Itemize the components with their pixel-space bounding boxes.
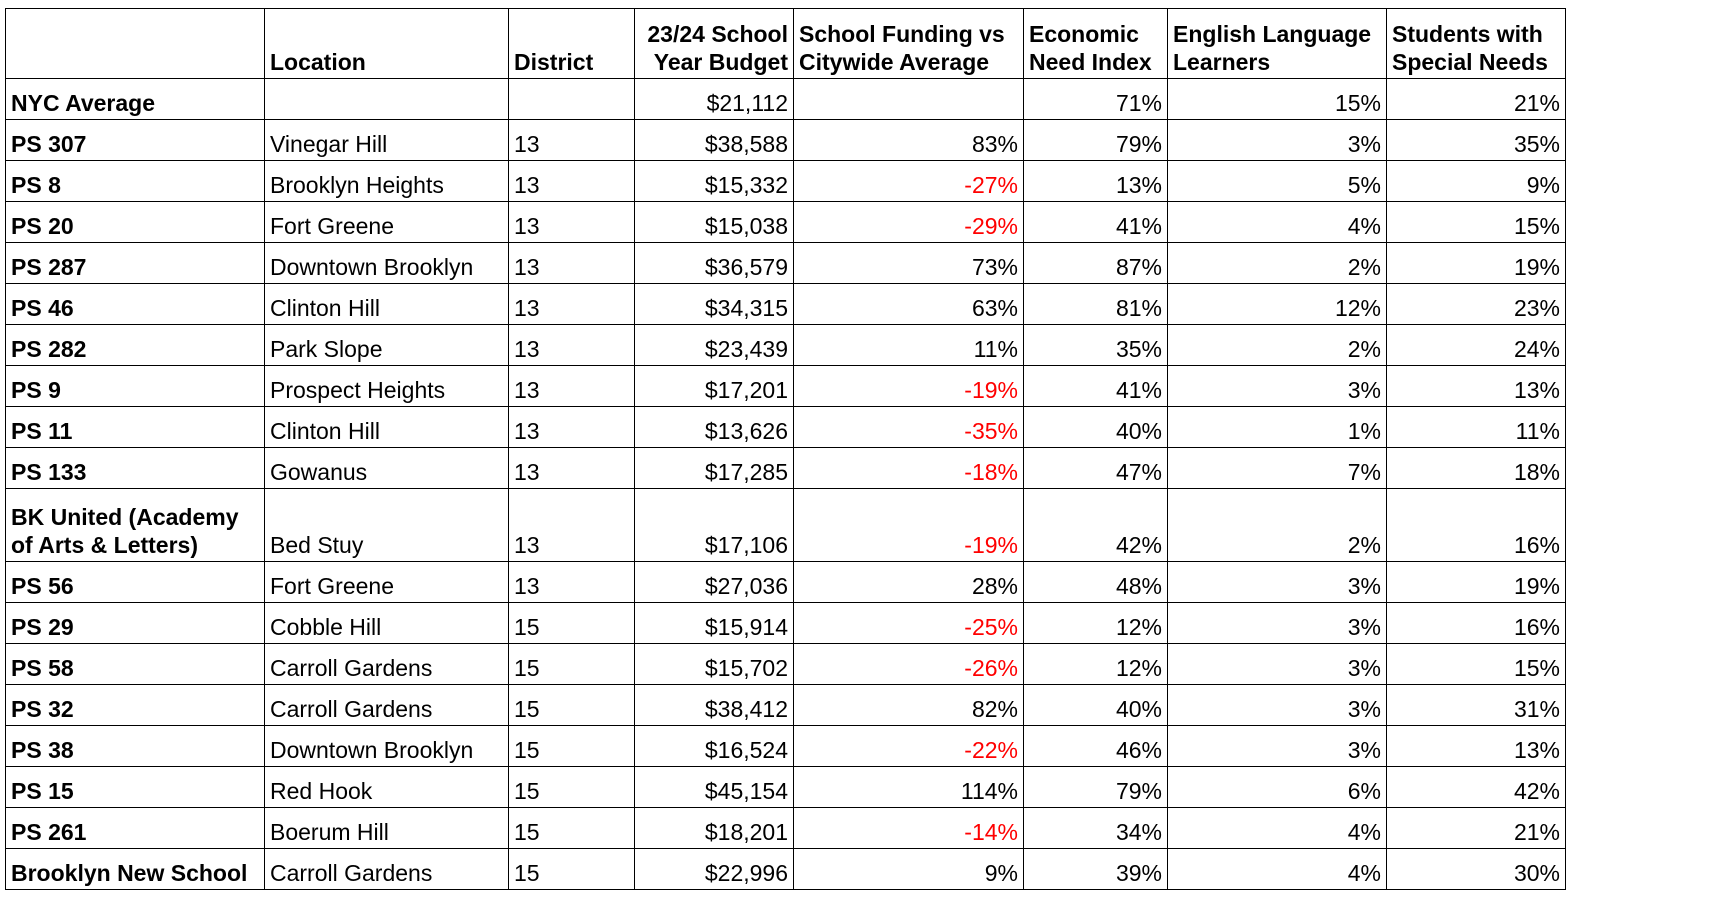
english-learners-cell[interactable]: 3% (1168, 726, 1387, 767)
district-cell[interactable]: 13 (509, 562, 635, 603)
economic-need-cell[interactable]: 35% (1024, 325, 1168, 366)
header-school-name[interactable] (6, 9, 265, 79)
table-row (6, 562, 1566, 603)
funding-vs-average-cell[interactable]: 11% (794, 325, 1024, 366)
school-name-cell[interactable]: PS 46 (6, 284, 265, 325)
school-name-cell[interactable]: PS 32 (6, 685, 265, 726)
header-economic-need[interactable] (1024, 9, 1168, 79)
header-location[interactable] (265, 9, 509, 79)
english-learners-cell[interactable]: 12% (1168, 284, 1387, 325)
english-learners-cell[interactable]: 4% (1168, 808, 1387, 849)
table-row (6, 243, 1566, 284)
funding-vs-average-cell[interactable]: -14% (794, 808, 1024, 849)
table-row (6, 366, 1566, 407)
school-name-cell[interactable]: PS 11 (6, 407, 265, 448)
header-line-2: Citywide Average (799, 49, 990, 76)
table-row (6, 448, 1566, 489)
district-cell[interactable]: 13 (509, 284, 635, 325)
budget-cell[interactable]: $15,038 (635, 202, 794, 243)
funding-vs-average-cell[interactable]: 63% (794, 284, 1024, 325)
economic-need-cell[interactable]: 71% (1024, 79, 1168, 120)
school-name-cell[interactable]: PS 282 (6, 325, 265, 366)
funding-vs-average-cell[interactable]: -26% (794, 644, 1024, 685)
economic-need-cell[interactable]: 47% (1024, 448, 1168, 489)
school-name-cell[interactable]: PS 287 (6, 243, 265, 284)
economic-need-cell[interactable]: 34% (1024, 808, 1168, 849)
school-name-cell[interactable]: PS 261 (6, 808, 265, 849)
district-cell[interactable]: 13 (509, 243, 635, 284)
special-needs-cell[interactable]: 15% (1387, 644, 1566, 685)
english-learners-cell[interactable]: 3% (1168, 366, 1387, 407)
english-learners-cell[interactable]: 5% (1168, 161, 1387, 202)
special-needs-cell[interactable]: 23% (1387, 284, 1566, 325)
district-cell[interactable]: 15 (509, 685, 635, 726)
funding-vs-average-cell[interactable] (794, 79, 1024, 120)
school-name-cell[interactable]: PS 29 (6, 603, 265, 644)
special-needs-cell[interactable]: 16% (1387, 489, 1566, 562)
table-header (6, 9, 1566, 79)
economic-need-cell[interactable]: 41% (1024, 366, 1168, 407)
table-row (6, 161, 1566, 202)
table-row (6, 603, 1566, 644)
budget-cell[interactable]: $16,524 (635, 726, 794, 767)
school-name-cell[interactable]: Brooklyn New School (6, 849, 265, 890)
funding-vs-average-cell[interactable]: 114% (794, 767, 1024, 808)
funding-vs-average-cell[interactable]: -19% (794, 489, 1024, 562)
economic-need-cell[interactable]: 13% (1024, 161, 1168, 202)
location-cell[interactable] (265, 79, 509, 120)
english-learners-cell[interactable]: 4% (1168, 202, 1387, 243)
special-needs-cell[interactable]: 15% (1387, 202, 1566, 243)
english-learners-cell[interactable]: 3% (1168, 644, 1387, 685)
district-cell[interactable]: 13 (509, 120, 635, 161)
budget-cell[interactable]: $45,154 (635, 767, 794, 808)
economic-need-cell[interactable]: 48% (1024, 562, 1168, 603)
location-cell[interactable]: Downtown Brooklyn (265, 726, 509, 767)
school-name-cell[interactable]: PS 8 (6, 161, 265, 202)
economic-need-cell[interactable]: 12% (1024, 603, 1168, 644)
budget-cell[interactable]: $34,315 (635, 284, 794, 325)
english-learners-cell[interactable]: 6% (1168, 767, 1387, 808)
special-needs-cell[interactable]: 31% (1387, 685, 1566, 726)
school-name-cell[interactable]: PS 38 (6, 726, 265, 767)
header-line-2: Learners (1173, 49, 1271, 76)
special-needs-cell[interactable]: 42% (1387, 767, 1566, 808)
location-cell[interactable]: Park Slope (265, 325, 509, 366)
location-cell[interactable]: Cobble Hill (265, 603, 509, 644)
location-cell[interactable]: Boerum Hill (265, 808, 509, 849)
table-row (6, 849, 1566, 890)
school-name-cell[interactable]: PS 56 (6, 562, 265, 603)
school-name-cell[interactable]: PS 15 (6, 767, 265, 808)
budget-cell[interactable]: $23,439 (635, 325, 794, 366)
special-needs-cell[interactable]: 18% (1387, 448, 1566, 489)
economic-need-cell[interactable]: 41% (1024, 202, 1168, 243)
location-cell[interactable]: Fort Greene (265, 202, 509, 243)
location-cell[interactable]: Gowanus (265, 448, 509, 489)
table-row (6, 325, 1566, 366)
budget-cell[interactable]: $15,702 (635, 644, 794, 685)
special-needs-cell[interactable]: 24% (1387, 325, 1566, 366)
table-row (6, 489, 1566, 562)
header-english-learners[interactable] (1168, 9, 1387, 79)
economic-need-cell[interactable]: 81% (1024, 284, 1168, 325)
special-needs-cell[interactable]: 16% (1387, 603, 1566, 644)
english-learners-cell[interactable]: 4% (1168, 849, 1387, 890)
funding-vs-average-cell[interactable]: 9% (794, 849, 1024, 890)
school-name-cell[interactable]: PS 9 (6, 366, 265, 407)
budget-cell[interactable]: $21,112 (635, 79, 794, 120)
location-cell[interactable]: Downtown Brooklyn (265, 243, 509, 284)
budget-cell[interactable]: $17,285 (635, 448, 794, 489)
special-needs-cell[interactable]: 9% (1387, 161, 1566, 202)
funding-vs-average-cell[interactable]: -27% (794, 161, 1024, 202)
table-row (6, 644, 1566, 685)
economic-need-cell[interactable]: 79% (1024, 767, 1168, 808)
school-name-cell[interactable]: PS 307 (6, 120, 265, 161)
funding-vs-average-cell[interactable]: -25% (794, 603, 1024, 644)
funding-vs-average-cell[interactable]: 73% (794, 243, 1024, 284)
district-cell[interactable]: 15 (509, 849, 635, 890)
budget-cell[interactable]: $17,201 (635, 366, 794, 407)
location-cell[interactable]: Carroll Gardens (265, 644, 509, 685)
district-cell[interactable]: 15 (509, 644, 635, 685)
location-cell[interactable]: Vinegar Hill (265, 120, 509, 161)
table-row (6, 767, 1566, 808)
economic-need-cell[interactable]: 79% (1024, 120, 1168, 161)
district-cell[interactable]: 13 (509, 407, 635, 448)
special-needs-cell[interactable]: 13% (1387, 366, 1566, 407)
economic-need-cell[interactable]: 40% (1024, 685, 1168, 726)
english-learners-cell[interactable]: 3% (1168, 685, 1387, 726)
economic-need-cell[interactable]: 12% (1024, 644, 1168, 685)
funding-vs-average-cell[interactable]: 28% (794, 562, 1024, 603)
table-row (6, 284, 1566, 325)
english-learners-cell[interactable]: 1% (1168, 407, 1387, 448)
english-learners-cell[interactable]: 3% (1168, 120, 1387, 161)
funding-vs-average-cell[interactable]: -19% (794, 366, 1024, 407)
header-row (6, 9, 1566, 79)
budget-cell[interactable]: $15,914 (635, 603, 794, 644)
district-cell[interactable]: 13 (509, 489, 635, 562)
budget-cell[interactable]: $13,626 (635, 407, 794, 448)
header-line-1: English Language (1173, 20, 1372, 47)
english-learners-cell[interactable]: 2% (1168, 325, 1387, 366)
header-funding-vs-average[interactable] (794, 9, 1024, 79)
school-name-cell[interactable]: NYC Average (6, 79, 265, 120)
table-row (6, 202, 1566, 243)
district-cell[interactable]: 15 (509, 726, 635, 767)
english-learners-cell[interactable]: 3% (1168, 603, 1387, 644)
special-needs-cell[interactable]: 13% (1387, 726, 1566, 767)
special-needs-cell[interactable]: 21% (1387, 808, 1566, 849)
location-cell[interactable]: Fort Greene (265, 562, 509, 603)
economic-need-cell[interactable]: 40% (1024, 407, 1168, 448)
district-cell[interactable]: 13 (509, 161, 635, 202)
header-line-2: District (514, 49, 594, 76)
economic-need-cell[interactable]: 46% (1024, 726, 1168, 767)
budget-cell[interactable]: $22,996 (635, 849, 794, 890)
english-learners-cell[interactable]: 7% (1168, 448, 1387, 489)
economic-need-cell[interactable]: 87% (1024, 243, 1168, 284)
english-learners-cell[interactable]: 2% (1168, 243, 1387, 284)
district-cell[interactable]: 13 (509, 448, 635, 489)
header-line-1: Students with (1392, 20, 1543, 47)
header-line-2: Need Index (1029, 49, 1152, 76)
budget-cell[interactable]: $36,579 (635, 243, 794, 284)
header-line-1: Economic (1029, 20, 1139, 47)
table-row (6, 407, 1566, 448)
budget-cell[interactable]: $38,588 (635, 120, 794, 161)
header-line-2: Special Needs (1392, 49, 1548, 76)
district-cell[interactable]: 13 (509, 202, 635, 243)
school-name-cell[interactable]: PS 58 (6, 644, 265, 685)
table-row (6, 79, 1566, 120)
english-learners-cell[interactable]: 3% (1168, 562, 1387, 603)
table-body (6, 79, 1566, 890)
funding-vs-average-cell[interactable]: -29% (794, 202, 1024, 243)
location-cell[interactable]: Red Hook (265, 767, 509, 808)
location-cell[interactable]: Bed Stuy (265, 489, 509, 562)
header-line-2: Year Budget (653, 49, 788, 76)
header-line-1: 23/24 School (647, 20, 788, 47)
special-needs-cell[interactable]: 19% (1387, 562, 1566, 603)
table-row (6, 726, 1566, 767)
school-name-cell[interactable]: PS 20 (6, 202, 265, 243)
district-cell[interactable]: 15 (509, 808, 635, 849)
budget-cell[interactable]: $15,332 (635, 161, 794, 202)
special-needs-cell[interactable]: 19% (1387, 243, 1566, 284)
location-cell[interactable]: Clinton Hill (265, 407, 509, 448)
location-cell[interactable]: Clinton Hill (265, 284, 509, 325)
special-needs-cell[interactable]: 35% (1387, 120, 1566, 161)
district-cell[interactable]: 13 (509, 366, 635, 407)
district-cell[interactable] (509, 79, 635, 120)
budget-cell[interactable]: $38,412 (635, 685, 794, 726)
district-cell[interactable]: 13 (509, 325, 635, 366)
location-cell[interactable]: Brooklyn Heights (265, 161, 509, 202)
location-cell[interactable]: Prospect Heights (265, 366, 509, 407)
location-cell[interactable]: Carroll Gardens (265, 849, 509, 890)
funding-vs-average-cell[interactable]: 83% (794, 120, 1024, 161)
district-cell[interactable]: 15 (509, 767, 635, 808)
school-name-cell[interactable]: PS 133 (6, 448, 265, 489)
header-special-needs[interactable] (1387, 9, 1566, 79)
economic-need-cell[interactable]: 39% (1024, 849, 1168, 890)
location-cell[interactable]: Carroll Gardens (265, 685, 509, 726)
special-needs-cell[interactable]: 11% (1387, 407, 1566, 448)
funding-vs-average-cell[interactable]: -22% (794, 726, 1024, 767)
table-row (6, 685, 1566, 726)
school-funding-table (5, 8, 1566, 890)
economic-need-cell[interactable]: 42% (1024, 489, 1168, 562)
english-learners-cell[interactable]: 2% (1168, 489, 1387, 562)
special-needs-cell[interactable]: 21% (1387, 79, 1566, 120)
table-row (6, 120, 1566, 161)
header-budget[interactable] (635, 9, 794, 79)
header-line-2: Location (270, 49, 366, 76)
english-learners-cell[interactable]: 15% (1168, 79, 1387, 120)
funding-vs-average-cell[interactable]: -35% (794, 407, 1024, 448)
table-row (6, 808, 1566, 849)
budget-cell[interactable]: $18,201 (635, 808, 794, 849)
header-line-1: School Funding vs (799, 20, 1005, 47)
special-needs-cell[interactable]: 30% (1387, 849, 1566, 890)
school-name-cell[interactable]: BK United (Academy of Arts & Letters) (6, 489, 265, 562)
funding-vs-average-cell[interactable]: 82% (794, 685, 1024, 726)
header-district[interactable] (509, 9, 635, 79)
budget-cell[interactable]: $27,036 (635, 562, 794, 603)
funding-vs-average-cell[interactable]: -18% (794, 448, 1024, 489)
budget-cell[interactable]: $17,106 (635, 489, 794, 562)
district-cell[interactable]: 15 (509, 603, 635, 644)
